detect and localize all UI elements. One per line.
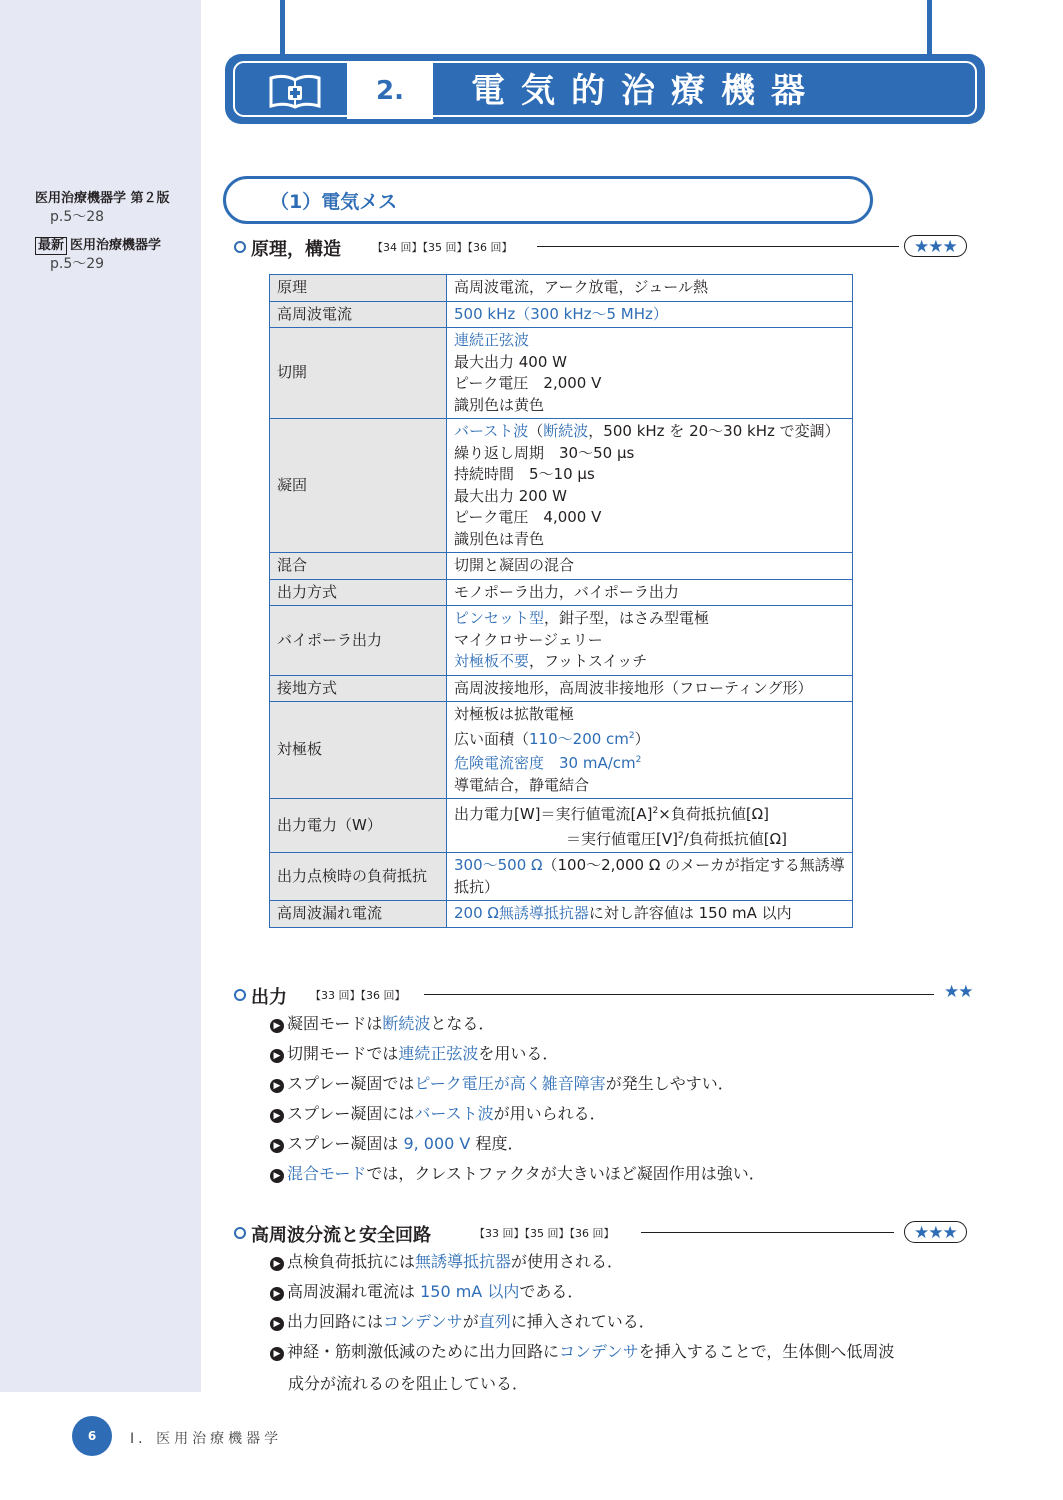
- bullet-text: が: [462, 1312, 479, 1331]
- chapter-banner-frame: [233, 61, 977, 117]
- highlight-text: コンデンサ: [383, 1312, 463, 1331]
- table-value: 500 kHz（300 kHz〜5 MHz）: [447, 301, 853, 328]
- table-key: 対極板: [270, 702, 447, 799]
- table-text: ，500 kHz を 20〜30 kHz で変調）: [588, 422, 840, 440]
- circle-bullet-icon: [234, 241, 246, 253]
- arrow-bullet-icon: ▶: [270, 1079, 284, 1093]
- output-bullet-5: [270, 1133, 523, 1155]
- arrow-bullet-icon: ▶: [270, 1049, 284, 1063]
- highlight-text: 無誘導抵抗器: [415, 1252, 512, 1271]
- table-row: [270, 675, 853, 702]
- table-key: 高周波電流: [270, 301, 447, 328]
- arrow-bullet-icon: ▶: [270, 1019, 284, 1033]
- table-key: バイポーラ出力: [270, 606, 447, 676]
- reference-1-title: 医用治療機器学 第２版: [35, 191, 170, 206]
- highlight-text: 連続正弦波: [398, 1044, 479, 1063]
- arrow-bullet-icon: ▶: [270, 1109, 284, 1123]
- table-value: 高周波電流，アーク放電，ジュール熱: [447, 275, 853, 302]
- safety-stars: ★★★: [904, 1221, 967, 1243]
- table-key: 切開: [270, 328, 447, 419]
- output-bullet-2: [270, 1043, 558, 1065]
- reference-1: [35, 189, 170, 227]
- bullet-text: が発生しやすい．: [605, 1074, 734, 1093]
- table-row: [270, 419, 853, 553]
- table-row: [270, 328, 853, 419]
- table-text: /負荷抵抗値[Ω]: [683, 829, 787, 848]
- table-line: ピーク電圧 4,000 V: [454, 508, 602, 526]
- arrow-bullet-icon: ▶: [270, 1287, 284, 1301]
- bullet-text: スプレー凝固には: [287, 1104, 415, 1123]
- highlight-text: 300〜500 Ω: [454, 856, 543, 874]
- table-text: ，フットスイッチ: [529, 652, 648, 670]
- output-heading: [234, 983, 939, 1007]
- highlight-text: 断続波: [382, 1014, 431, 1033]
- highlight-text: バースト波: [454, 422, 529, 440]
- highlight-text: ピーク電圧が高く雑音障害: [414, 1074, 606, 1093]
- table-line: 識別色は青色: [454, 529, 545, 548]
- table-row: [270, 799, 853, 853]
- table-key: 出力点検時の負荷抵抗: [270, 853, 447, 901]
- section-title: （1）電気メス: [270, 191, 398, 213]
- bullet-text: 切開モードでは: [287, 1044, 399, 1063]
- table-row: [270, 702, 853, 799]
- bullet-text: に挿入されている．: [510, 1312, 655, 1331]
- table-value: 高周波接地形，高周波非接地形（フローティング形）: [447, 675, 853, 702]
- arrow-bullet-icon: ▶: [270, 1317, 284, 1331]
- table-value: [447, 328, 853, 419]
- safety-bullet-3: [270, 1311, 655, 1333]
- arrow-bullet-icon: ▶: [270, 1169, 284, 1183]
- safety-bullet-4-cont: [288, 1373, 528, 1395]
- principle-heading-label: 原理，構造: [251, 239, 341, 260]
- hanger-right: [927, 0, 932, 55]
- safety-heading: [234, 1221, 894, 1245]
- bullet-text: となる．: [430, 1014, 495, 1033]
- table-key: 混合: [270, 553, 447, 580]
- table-value: [447, 799, 853, 853]
- table-line: 最大出力 400 W: [454, 352, 567, 371]
- bullet-text: 程度．: [470, 1134, 524, 1153]
- output-heading-label: 出力: [251, 987, 287, 1008]
- table-line: ピーク電圧 2,000 V: [454, 374, 602, 392]
- safety-exam-refs: 【33 回】【35 回】【36 回】: [474, 1227, 615, 1240]
- output-bullet-6: [270, 1163, 765, 1185]
- highlight-text: 150 mA 以内: [420, 1282, 520, 1301]
- table-row: [270, 275, 853, 302]
- section-title-box: [223, 176, 873, 224]
- table-line: マイクロサージェリー: [454, 630, 603, 649]
- output-bullet-3: [270, 1073, 734, 1095]
- highlight-text: 直列: [478, 1312, 511, 1331]
- safety-bullet-1: [270, 1251, 623, 1273]
- bullet-text: 成分が流れるのを阻止している．: [288, 1374, 529, 1393]
- highlight-text: コンデンサ: [559, 1342, 639, 1361]
- table-text: （100〜2,000 Ω のメーカが指定する無誘導抵抗）: [454, 856, 845, 896]
- table-text: に対し許容値は 150 mA 以内: [588, 904, 792, 922]
- table-key: 出力方式: [270, 579, 447, 606]
- highlight-text: ピンセット型: [454, 609, 545, 627]
- table-text: 広い面積（: [454, 729, 530, 748]
- bullet-text: スプレー凝固は: [287, 1134, 404, 1153]
- page-number: 6: [72, 1416, 112, 1456]
- table-row: [270, 301, 853, 328]
- reference-2-pages: p.5〜29: [50, 256, 105, 272]
- highlight-text: 断続波: [543, 422, 589, 440]
- reference-1-pages: p.5〜28: [50, 209, 105, 225]
- bullet-text: を用いる．: [478, 1044, 559, 1063]
- superscript: 2: [677, 830, 684, 841]
- table-key: 原理: [270, 275, 447, 302]
- running-footer: Ⅰ．医用治療機器学: [130, 1431, 283, 1447]
- highlight-text: 110〜200 cm: [529, 729, 629, 748]
- output-bullet-1: [270, 1013, 494, 1035]
- highlight-text: 連続正弦波: [454, 331, 530, 349]
- circle-bullet-icon: [234, 989, 246, 1001]
- table-row: [270, 606, 853, 676]
- bullet-text: 神経・筋刺激低減のために出力回路に: [287, 1342, 560, 1361]
- highlight-text: 対極板不要: [454, 652, 530, 670]
- arrow-bullet-icon: ▶: [270, 1347, 284, 1361]
- table-value: [447, 419, 853, 553]
- bullet-text: では，クレストファクタが大きいほど凝固作用は強い．: [366, 1164, 765, 1183]
- table-key: 凝固: [270, 419, 447, 553]
- table-text: ＝実行値電圧[V]: [566, 829, 678, 848]
- highlight-text: 200 Ω無誘導抵抗器: [454, 904, 589, 922]
- safety-bullet-4: [270, 1341, 894, 1363]
- highlight-text: 危険電流密度 30 mA/cm: [454, 754, 636, 772]
- chapter-number: 2.: [347, 63, 433, 119]
- table-value: 切開と凝固の混合: [447, 553, 853, 580]
- heading-rule: [641, 1232, 894, 1233]
- table-value: [447, 901, 853, 928]
- table-key: 接地方式: [270, 675, 447, 702]
- bullet-text: 点検負荷抵抗には: [287, 1252, 416, 1271]
- reference-2-title: 医用治療機器学: [70, 238, 162, 253]
- table-value: [447, 702, 853, 799]
- bullet-text: を挿入することで，生体側へ低周波: [638, 1342, 895, 1361]
- arrow-bullet-icon: ▶: [270, 1257, 284, 1271]
- table-line: 識別色は黄色: [454, 395, 545, 414]
- table-key: 出力電力（W）: [270, 799, 447, 853]
- safety-heading-label: 高周波分流と安全回路: [251, 1225, 431, 1246]
- table-text: ）: [634, 729, 650, 748]
- chapter-title: 電気的治療機器: [471, 71, 821, 111]
- table-line: 繰り返し周期 30〜50 μs: [454, 443, 635, 462]
- table-text: ×負荷抵抗値[Ω]: [658, 805, 769, 823]
- table-row: [270, 579, 853, 606]
- table-text: （: [528, 422, 544, 440]
- bullet-text: 高周波漏れ電流は: [287, 1282, 421, 1301]
- bullet-text: 出力回路には: [287, 1312, 384, 1331]
- table-row: [270, 553, 853, 580]
- spec-table: [269, 274, 853, 928]
- bullet-text: 凝固モードは: [287, 1014, 383, 1033]
- hanger-left: [280, 0, 285, 55]
- arrow-bullet-icon: ▶: [270, 1139, 284, 1153]
- output-exam-refs: 【33 回】【36 回】: [310, 989, 406, 1002]
- medical-book-icon: [249, 68, 347, 114]
- bullet-text: である．: [519, 1282, 584, 1301]
- heading-rule: [537, 246, 899, 247]
- reference-2-badge: 最新: [35, 237, 67, 255]
- table-line: 持続時間 5〜10 μs: [454, 465, 595, 483]
- highlight-text: バースト波: [414, 1104, 494, 1123]
- table-value: モノポーラ出力，バイポーラ出力: [447, 579, 853, 606]
- superscript: 2: [635, 755, 642, 765]
- table-line: 対極板は拡散電極: [454, 705, 575, 723]
- table-row: [270, 901, 853, 928]
- principle-heading: [234, 235, 984, 259]
- table-key: 高周波漏れ電流: [270, 901, 447, 928]
- table-line: 導電結合，静電結合: [454, 775, 590, 794]
- output-bullet-4: [270, 1103, 606, 1125]
- superscript: 2: [628, 730, 635, 741]
- table-value: [447, 606, 853, 676]
- reference-2: [35, 236, 161, 274]
- bullet-text: スプレー凝固では: [287, 1074, 415, 1093]
- highlight-text: 混合モード: [287, 1164, 367, 1183]
- bullet-text: が用いられる．: [493, 1104, 606, 1123]
- superscript: 2: [652, 806, 659, 816]
- output-stars: ★★: [944, 982, 973, 1002]
- table-text: 出力電力[W]＝実行値電流[A]: [454, 805, 653, 823]
- principle-exam-refs: 【34 回】【35 回】【36 回】: [372, 241, 513, 254]
- circle-bullet-icon: [234, 1227, 246, 1239]
- table-row: [270, 853, 853, 901]
- table-text: ，鉗子型，はさみ型電極: [544, 609, 710, 627]
- chapter-banner: [225, 54, 985, 124]
- highlight-text: 9, 000 V: [403, 1134, 471, 1153]
- bullet-text: が使用される．: [511, 1252, 624, 1271]
- principle-stars: ★★★: [904, 235, 967, 257]
- safety-bullet-2: [270, 1281, 583, 1303]
- table-line: 最大出力 200 W: [454, 486, 567, 505]
- table-value: [447, 853, 853, 901]
- heading-rule: [424, 994, 934, 995]
